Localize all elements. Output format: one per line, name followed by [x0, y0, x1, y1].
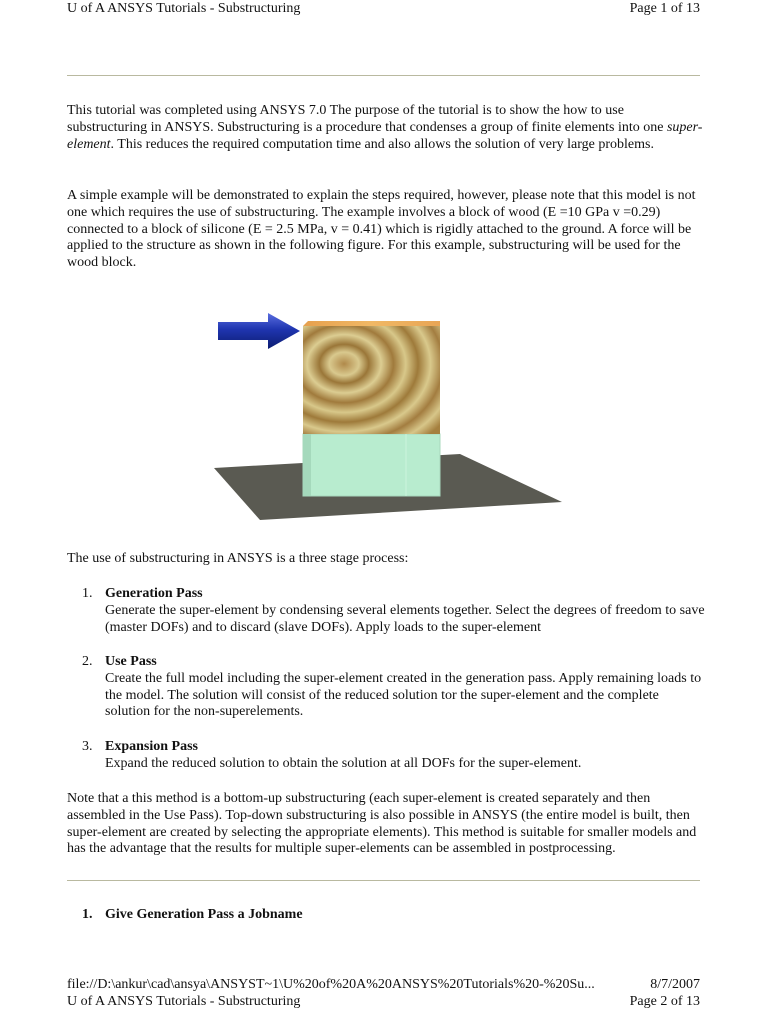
force-arrow [218, 313, 300, 349]
step-title: Give Generation Pass a Jobname [105, 907, 303, 922]
wood-silicone-block-illustration [210, 312, 570, 526]
next-page-label: Page 2 of 13 [629, 994, 700, 1009]
stage-title: Use Pass [105, 654, 157, 669]
next-page-doc-title: U of A ANSYS Tutorials - Substructuring [67, 994, 301, 1009]
super-element-term: super-element [67, 119, 703, 152]
stage-description: Generate the super-element by condensing several elements together. Select the degrees of freedom to save (master DOFs) and to discard (slave DOFs). Apply loads to the super-element [105, 602, 705, 635]
step-number: 1. [82, 907, 93, 922]
note-paragraph: Note that a this method is a bottom-up substructuring (each super-element is created separately and then assembled in the Use Pass). Top-down substructuring is also possible in ANSYS (the entire model is built, then super-element are created by selecting the appropriate elements). This method is suitable for smaller models and has the advantage that the results for multiple super-elements can be assembled in postprocessing. [67, 791, 697, 857]
wood-block-front [303, 326, 440, 434]
stage-title: Generation Pass [105, 586, 203, 601]
intro-paragraph-1: This tutorial was completed using ANSYS 7.0 The purpose of the tutorial is to show the how to use substructuring in ANSYS. Substructuring is a procedure that condenses a group of finite elements into one super-element. This reduces the required computation time and also allows the solution of very large problems. [67, 103, 703, 152]
stage-description: Create the full model including the super-element created in the generation pass. Apply remaining loads to the model. The solution will consist of the reduced solution tor the super-element and the complete solution for the non-superelements. [105, 670, 702, 720]
stage-number: 1. [82, 586, 93, 601]
footer-date: 8/7/2007 [650, 977, 700, 992]
stage-number: 3. [82, 739, 93, 754]
stage-title: Expansion Pass [105, 739, 198, 754]
section-rule [67, 880, 700, 881]
model-figure [210, 312, 570, 526]
footer-file-path: file://D:\ankur\cad\ansya\ANSYST~1\U%20of%20A%20ANSYS%20Tutorials%20-%20Su... [67, 977, 595, 992]
stage-description: Expand the reduced solution to obtain the solution at all DOFs for the super-element. [105, 755, 582, 771]
silicone-block-front [303, 434, 440, 496]
intro-paragraph-2: A simple example will be demonstrated to explain the steps required, however, please note that this model is not one which requires the use of substructuring. The example involves a block of wood (E =10 GPa v =0.29) connected to a block of silicone (E = 2.5 MPa, v = 0.41) which is rigidly attached to the ground. A force will be applied to the structure as shown in the following figure. For this example, substructuring will be used for the wood block. [67, 188, 696, 271]
header-page-label: Page 1 of 13 [629, 1, 700, 16]
process-intro: The use of substructuring in ANSYS is a three stage process: [67, 551, 409, 566]
header-doc-title: U of A ANSYS Tutorials - Substructuring [67, 1, 301, 16]
header-rule [67, 75, 700, 76]
stage-number: 2. [82, 654, 93, 669]
wood-block-top [303, 321, 440, 326]
